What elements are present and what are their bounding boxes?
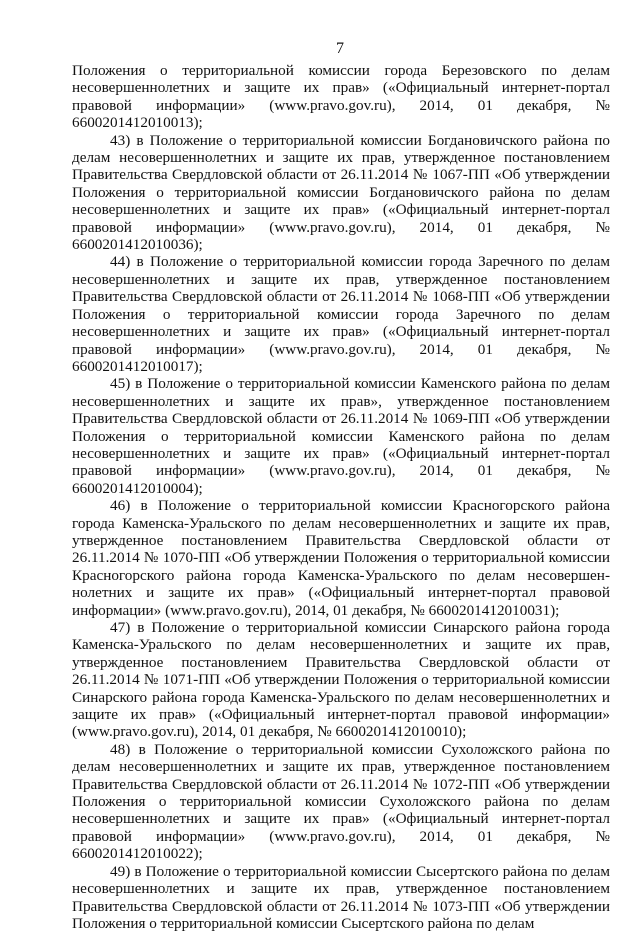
paragraph-continuation: Положения о территориальной комиссии города Березовского по делам несовершеннолетних и защите их прав» («Официальный интернет-портал правовой информации» (www.pravo.gov.ru), 2014, 01 декабря, № 6600201412010013); [72,62,610,132]
paragraph-item-45: 45) в Положение о территориальной комиссии Каменского района по делам несовершеннолетних и защите их прав», утвержденное постановлением Правительства Свердловской области от 26.11.2014 № 1069-ПП «Об утверждении Положения о территориальной комиссии Каменского района по делам несовершеннолетних и защите их прав» («Официальный интернет-портал правовой информации» (www.pravo.gov.ru), 2014, 01 декабря, № 6600201412010004); [72,375,610,497]
page-number: 7 [336,40,344,57]
paragraph-item-48: 48) в Положение о территориальной комиссии Сухоложского района по делам несовершеннолетних и защите их прав, утвержденное постановлением Правительства Свердловской области от 26.11.2014 № 1072-ПП «Об утверждении Положения о территориальной комиссии Сухоложского района по делам несовершеннолетних и защите их прав» («Официальный интернет-портал правовой информации» (www.pravo.gov.ru), 2014, 01 декабря, № 6600201412010022); [72,740,610,863]
paragraph-item-44: 44) в Положение о территориальной комиссии города Заречного по делам несовершеннолетних и защите их прав, утвержденное постановлением Правительства Свердловской области от 26.11.2014 № 1068-ПП «Об утверждении Положения о территориальной комиссии города Заречного по делам несовершеннолетних и защите их прав» («Официальный интернет-портал правовой информации» (www.pravo.gov.ru), 2014, 01 декабря, № 6600201412010017); [72,253,610,375]
document-body [72,62,610,932]
paragraph-item-47: 47) в Положение о территориальной комиссии Синарского района города Каменска-Уральского по делам несовершеннолетних и защите их прав, утвержденное постановлением Правительства Свердловской области от 26.11.2014 № 1071-ПП «Об утверждении Положения о территориальной комиссии Синарского района города Каменска-Уральского по делам несовершеннолетних и защите их прав» («Официальный интернет-портал правовой информации» (www.pravo.gov.ru), 2014, 01 декабря, № 6600201412010010); [72,619,610,741]
paragraph-item-49: 49) в Положение о территориальной комиссии Сысертского района по делам несовершеннолетних и защите их прав, утвержденное постановлением Правительства Свердловской области от 26.11.2014 № 1073-ПП «Об утверждении Положения о территориальной комиссии Сысертского района по делам [72,862,610,932]
paragraph-item-43: 43) в Положение о территориальной комиссии Богдановичского района по делам несовершеннолетних и защите их прав, утвержденное постановлением Правительства Свердловской области от 26.11.2014 № 1067-ПП «Об утверждении Положения о территориальной комиссии Богдановичского района по делам несовершеннолетних и защите их прав» («Официальный интернет-портал правовой информации» (www.pravo.gov.ru), 2014, 01 декабря, № 6600201412010036); [72,131,610,254]
paragraph-item-46: 46) в Положение о территориальной комиссии Красногорского района города Каменска-Уральского по делам несовершеннолетних и защите их прав, утвержденное постановлением Правительства Свердловской области от 26.11.2014 № 1070-ПП «Об утверждении Положения о территориальной комиссии Красногорского района города Каменска-Уральского по делам несовершеннолетних и защите их прав» («Официальный интернет-портал правовой информации» (www.pravo.gov.ru), 2014, 01 декабря, № 6600201412010031); [72,497,610,619]
